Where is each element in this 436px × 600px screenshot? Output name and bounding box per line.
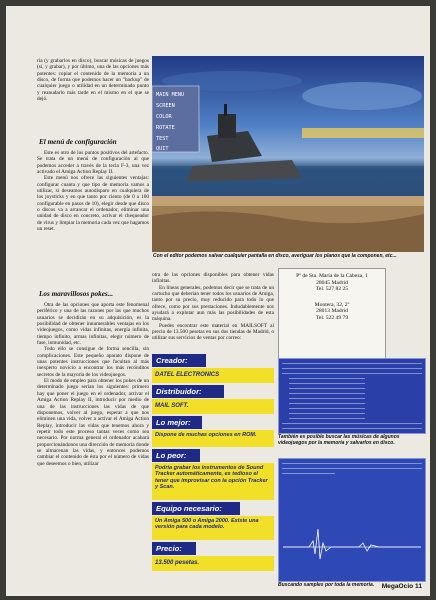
text-col2 [152, 272, 274, 352]
text-col1-pokes [37, 302, 149, 588]
paragraph: Este menú nos ofrece las siguientes ventajas: configurar cuanta y que tipo de memoria vamos a utilizar, si deseamos autodisparo en cualquiera de los joysticks y en que tanto por ciento (de 0 a 100 configurable en pasos de 10), elegir desde que disco o discos va a arrancar el ordenador, eliminar una unidad de disco en concreto, activar el chequeador de virus y limpiar la memoria cada vez que hagamos un reset. [37, 175, 149, 233]
paragraph: otra de las opciones disponibles para obtener vidas infinitas. [152, 272, 274, 285]
creator-label: Creador: [152, 354, 206, 367]
address-line: Montera, 32, 2º [314, 301, 350, 308]
magazine-page [6, 6, 430, 596]
heading-config-menu: El menú de configuración [39, 138, 117, 146]
menu-item: QUIT [156, 146, 169, 152]
address-line: Pº de Sta. María de la Cabeza, 1 [296, 273, 368, 279]
menu-item: SCREEN [156, 103, 175, 109]
menu-item: MAIN MENU [156, 92, 185, 98]
distributor-value: MAIL SOFT. [152, 399, 274, 414]
paragraph: Otra de las opciones que aporta este fenomenal periférico y una de las razones por las que muchos usuarios se decidirán en su adquisición, es la posibilidad de obtener innumerables ventajas en los videojuegos, como vidas infinitas, energía infinita, tiempo infinito, armas infinitas, elegir número de fase, inmunidad, etc. [37, 302, 149, 347]
equipment-value: Un Amiga 500 o Amiga 2000. Existe una versión para cada modelo. [152, 516, 274, 540]
paragraph: Puedes encontrar este material en MAILSOFT al precio de 13.500 pesetas en sus dos tiendas de Madrid, o utilizar sus servicios de ventas por correo: [152, 322, 274, 342]
text-col1-intro [37, 58, 149, 136]
equipment-label: Equipo necesario: [152, 502, 240, 515]
address-line: Tel. 527 82 25 [315, 286, 349, 293]
paragraph: El modo de empleo para obtener los pokes de un determinado juego serían los siguientes: primero hay que poner el juego en el ordenador, activar el Amiga Action Replay II, introducir por medio de una de las instrucciones las vidas de que disponemos, volver al juego, esperar a que nos eliminen una vida, volver a activar el Amiga Action Replay, introducir las vidas que tenemos ahora y repetir todo este proceso tantas veces como sea necesario. Por norma general el ordenador acabará proporcionándonos una dirección de memoria donde se almacenan las vidas, y entonces podemos cambiar el contenido de ésta por el número de vidas que deseemos o bien, utilizar [37, 378, 149, 467]
paragraph: Este es otro de los puntos positivos del artefacto. Se trata de un menú de configuración al que podemos acceder a través de la tecla F-3, una vez activado el Amiga Action Replay II. [37, 150, 149, 176]
music-caption: También es posible buscar las músicas de algunos videojuegos por la memoria y salvarlos en disco. [278, 434, 400, 446]
music-search-screenshot [278, 358, 426, 434]
menu-item: COLOR [156, 114, 172, 120]
distributor-label: Distribuidor: [152, 385, 224, 398]
editor-caption: Con el editor podemos salvar cualquier pantalla en disco, averiguar los planos que la componen, etc... [153, 253, 397, 259]
menu-item: ROTATE [156, 125, 175, 131]
shop-address-box [278, 268, 386, 360]
creator-value: DATEL ELECTRONICS [152, 368, 274, 383]
page-footer: MegaOcio 11 [381, 583, 422, 590]
price-value: 13.500 pesetas. [152, 556, 274, 571]
address-line: 28013 Madrid [316, 308, 348, 315]
address-line: Tel. 522 49 79 [315, 314, 349, 321]
paragraph: ría (y grabarlos en disco), buscar músicas de juegos (sí, y grabar), y por último, una de las opciones más potentes: copiar el contenido de la memoria a un disco, de forma que podemos hacer un "backup" de cualquier juego o utilidad en un determinado punto y reanudarlo más tarde en el mismo en el que se dejó. [37, 58, 149, 103]
heading-pokes: Los maravillosos pokes... [39, 290, 114, 298]
menu-item: TEST [156, 136, 169, 142]
sample-search-screenshot [278, 458, 426, 582]
sample-caption: Buscando samples por toda la memoria. [278, 582, 375, 588]
best-label: Lo mejor: [152, 416, 202, 429]
worst-label: Lo peor: [152, 449, 200, 462]
text-col1-config [37, 150, 149, 288]
editor-screenshot [152, 56, 424, 252]
info-box [152, 354, 274, 586]
paragraph: Todo ello se consigue de forma sencilla, sin complicaciones. Este pequeño aparato dispone de unas potentes instrucciones que facultan al más inexperto novicio a encontrar los más recónditos secretos de la mayoría de los videojuegos. [37, 346, 149, 378]
worst-value: Podría grabar los instrumentos de Sound Tracker automáticamente, es tedioso el tener que improvisar con la opción Tracker y Scan. [152, 463, 274, 500]
price-label: Precio: [152, 542, 196, 555]
paragraph: En líneas generales, podemos decir que se trata de un cartucho que deberían tener todos los usuarios de Amiga, tanto por su precio, muy reducido para todo lo que ofrece, como por sus prestaciones. Indudablemente nos ayudará a explotar aun más las posibilidades de esta máquina. [152, 284, 274, 323]
best-value: Dispone de muchas opciones en ROM. [152, 430, 274, 447]
address-line: 28045 Madrid [316, 279, 348, 286]
